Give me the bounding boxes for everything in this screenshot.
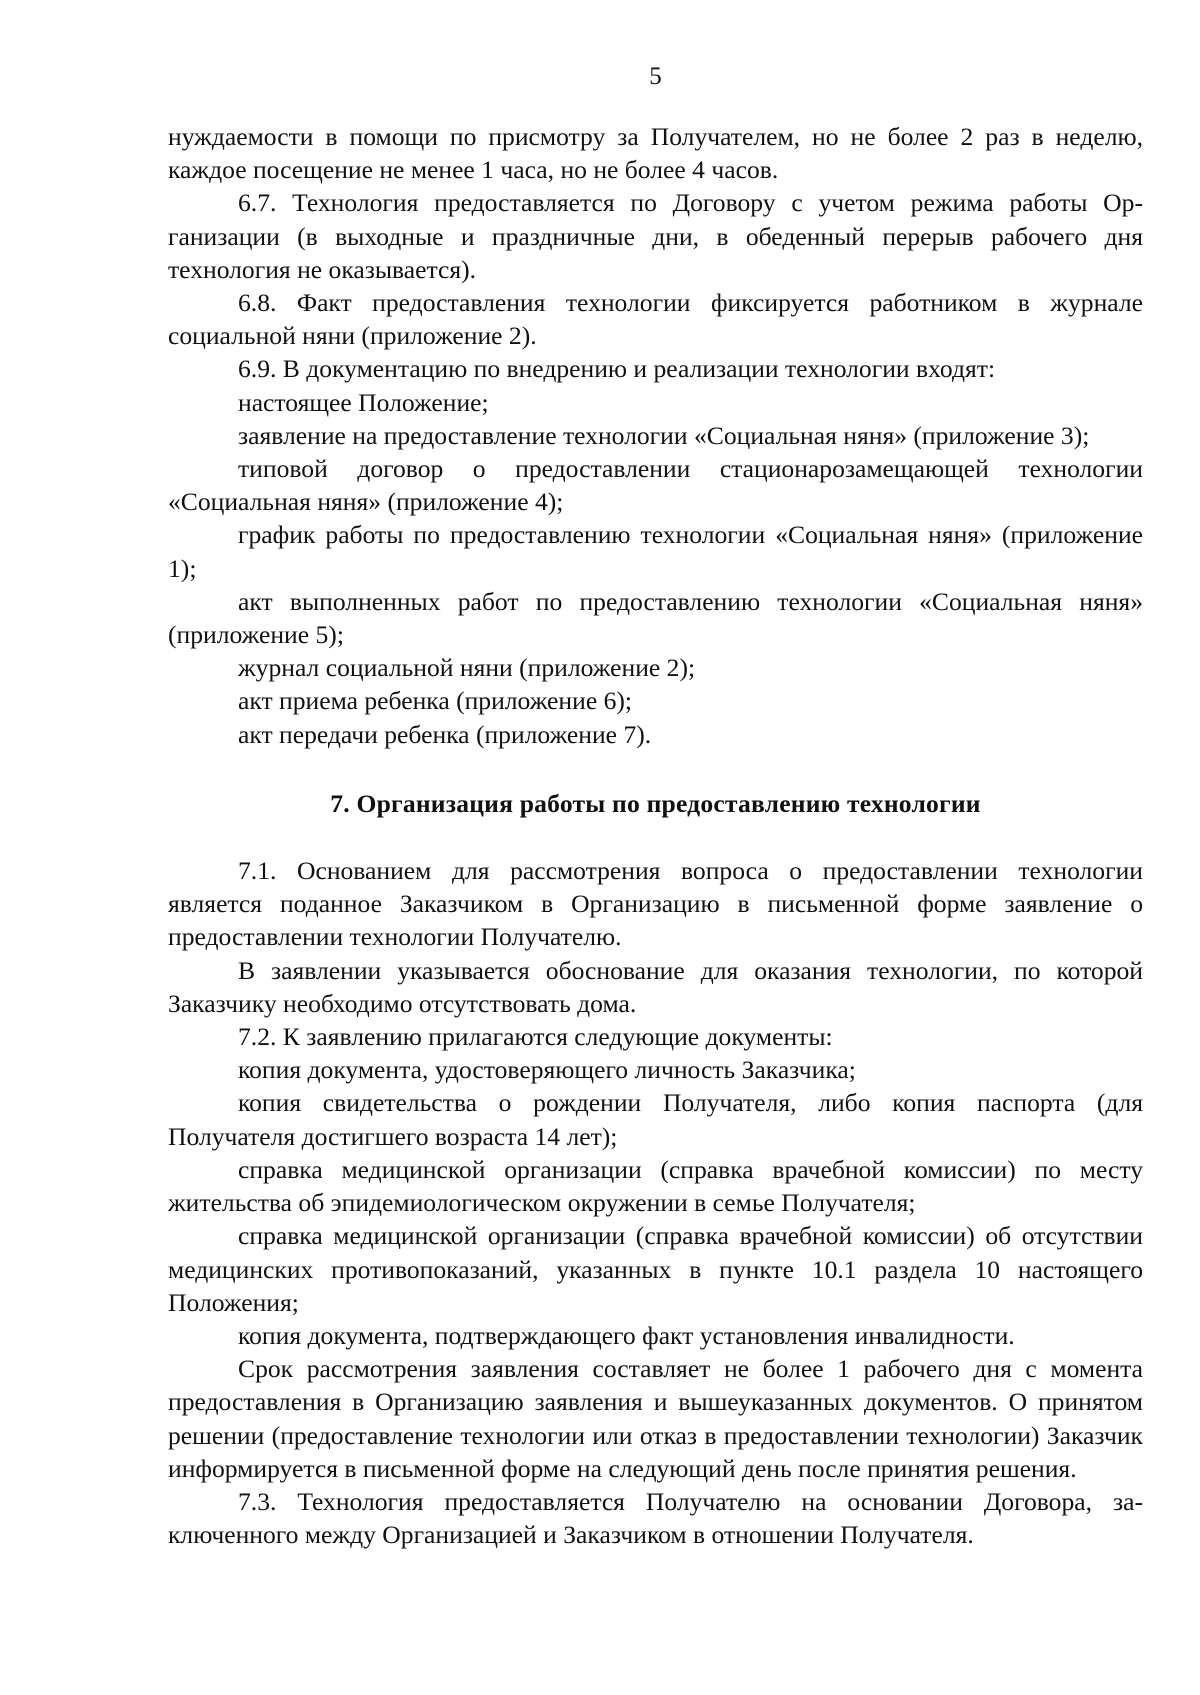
paragraph: заявление на предоставление технологии «Социальная няня» (приложение 3);	[238, 420, 1090, 450]
paragraph: акт передачи ребенка (приложение 7).	[238, 719, 652, 749]
paragraph: копия свидетельства о рождении Получателя, либо копия паспорта (для Получателя достигшего возраста 14 лет);	[168, 1088, 1143, 1151]
page-number: 5	[649, 63, 662, 90]
paragraph: копия документа, удостоверяющего личность Заказчика;	[238, 1055, 856, 1085]
paragraph: настоящее Положение;	[238, 387, 489, 417]
paragraph: копия документа, подтверждающего факт установления инвалидности.	[238, 1320, 1015, 1350]
paragraph: типовой договор о предоставлении стационарозамещающей технологии «Социальная няня» (приложение 4);	[168, 454, 1143, 517]
paragraph: справка медицинской организации (справка врачебной комиссии) об отсутствии медицинских противопоказаний, указанных в пункте 10.1 раздела 10 настоящего Положения;	[168, 1221, 1143, 1317]
paragraph: 7.3. Технология предоставляется Получателю на основании Договора, заключенного между Организацией и Заказчиком в отношении Получателя.	[168, 1486, 1143, 1550]
paragraph: 6.8. Факт предоставления технологии фиксируется работником в журнале социальной няни (приложение 2).	[168, 288, 1143, 351]
paragraph: справка медицинской организации (справка врачебной комиссии) по месту жительства об эпидемиологическом окружении в семье Получателя;	[168, 1154, 1143, 1218]
paragraph: график работы по предоставлению технологии «Социальная няня» (приложение 1);	[168, 520, 1143, 583]
paragraph: 7.1. Основанием для рассмотрения вопроса о предоставлении технологии является поданное Заказчиком в Организацию в письменной форме заявление о предоставлении технологии Получателю.	[168, 856, 1143, 952]
paragraph: Срок рассмотрения заявления составляет не более 1 рабочего дня с момента предоставления в Организацию заявления и вышеуказанных документов. О принятом решении (предоставление технологии или отказ в предоставлении технологии) Заказчик информируется в письменной форме на следующий день после принятия решения.	[168, 1354, 1143, 1483]
document-body	[168, 120, 1143, 1551]
section-7-body	[168, 854, 1143, 1551]
paragraph: 7.2. К заявлению прилагаются следующие документы:	[238, 1022, 833, 1052]
paragraph: акт приема ребенка (приложение 6);	[238, 686, 633, 716]
paragraph: 6.9. В документацию по внедрению и реализации технологии входят:	[238, 354, 996, 384]
paragraph: В заявлении указывается обоснование для оказания технологии, по которой Заказчику необходимо отсутствовать дома.	[168, 955, 1143, 1018]
paragraph: 6.7. Технология предоставляется по Договору с учетом режима работы Организации (в выходные и праздничные дни, в обеденный перерыв рабочего дня технология не оказывается).	[168, 188, 1143, 284]
paragraph: акт выполненных работ по предоставлению технологии «Социальная няня» (приложение 5);	[168, 586, 1143, 650]
section-6-continuation	[168, 120, 1143, 751]
section-heading: 7. Организация работы по предоставлению технологии	[330, 788, 981, 818]
paragraph: журнал социальной няни (приложение 2);	[238, 653, 696, 683]
paragraph: нуждаемости в помощи по присмотру за Получателем, но не более 2 раз в неделю, каждое посещение не менее 1 часа, но не более 4 часов.	[168, 122, 1143, 185]
